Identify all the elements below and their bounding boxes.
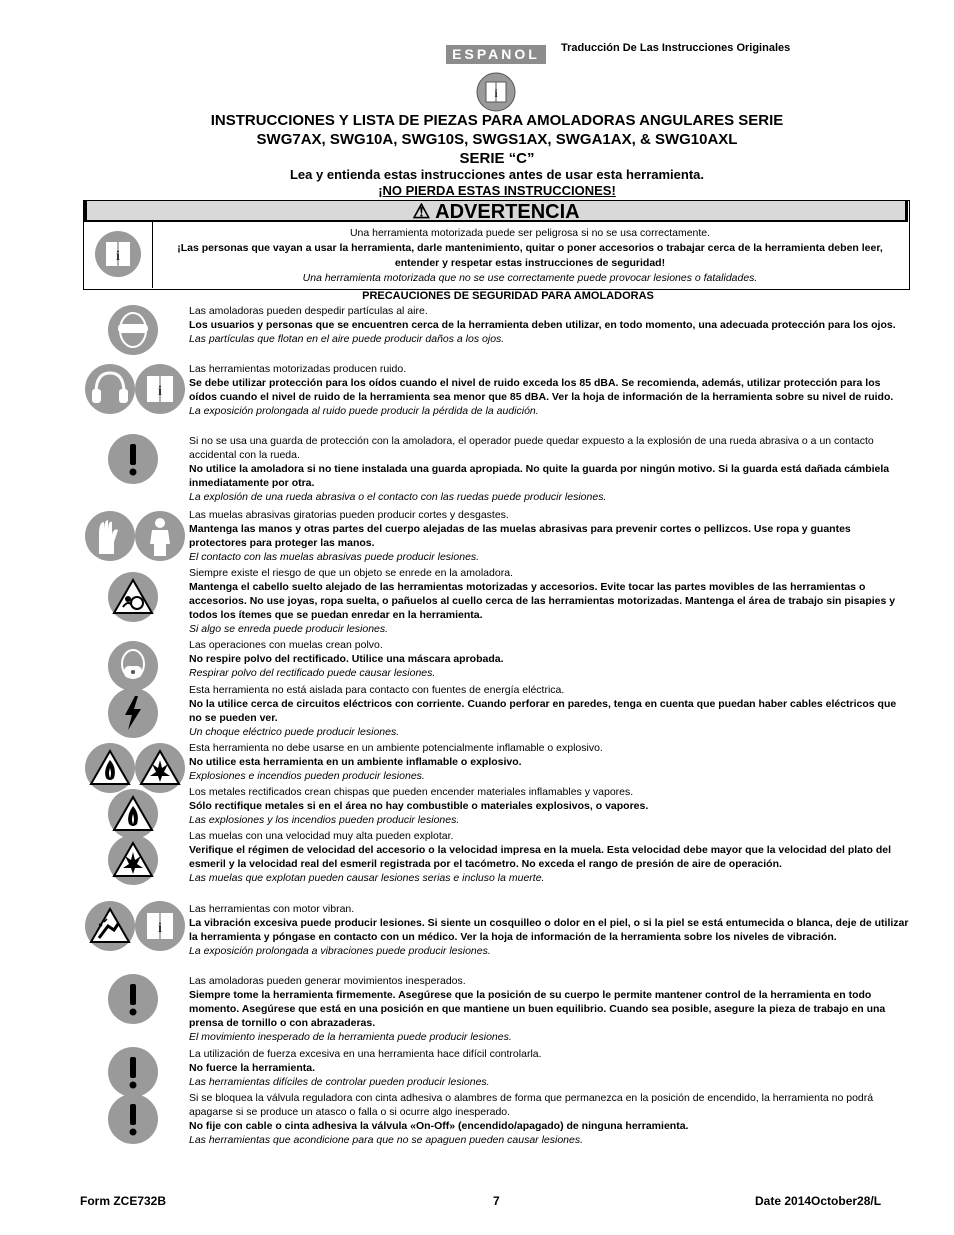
safety-section-movement bbox=[189, 974, 909, 1044]
warning-line1: Una herramienta motorizada puede ser peligrosa si no se usa correctamente. bbox=[349, 227, 711, 239]
section-consequence: La exposición prolongada al ruido puede producir la pérdida de la audición. bbox=[189, 405, 539, 417]
section-hazard: Siempre existe el riesgo de que un objeto se enrede en la amoladora. bbox=[189, 567, 513, 579]
section-hazard: Las operaciones con muelas crean polvo. bbox=[189, 639, 383, 651]
safety-section-dust bbox=[189, 638, 909, 680]
section-hazard: Esta herramienta no debe usarse en un ambiente potencialmente inflamable o explosivo. bbox=[189, 742, 603, 754]
read-manual-icon bbox=[134, 363, 186, 415]
section-consequence: Respirar polvo del rectificado puede causar lesiones. bbox=[189, 667, 436, 679]
warning-triangle-icon: ⚠ bbox=[412, 201, 431, 223]
warning-divider bbox=[152, 222, 153, 288]
precautions-title: PRECAUCIONES DE SEGURIDAD PARA AMOLADORAS bbox=[362, 290, 654, 302]
explosion-hazard-icon bbox=[107, 834, 159, 886]
section-instruction: Mantenga las manos y otras partes del cuerpo alejadas de las muelas abrasivas para prevenir cortes o pellizcos. Use ropa y guantes protectores para proteger las manos. bbox=[189, 523, 851, 549]
section-instruction: Sólo rectifique metales si en el área no hay combustible o materiales explosivos, o vapores. bbox=[189, 800, 649, 812]
section-consequence: La exposición prolongada a vibraciones puede producir lesiones. bbox=[189, 945, 491, 957]
general-warning-icon bbox=[107, 1046, 159, 1098]
general-warning-icon bbox=[107, 433, 159, 485]
section-instruction: La vibración excesiva puede producir lesiones. Si siente un cosquilleo o dolor en el piel, o si la piel se está entumecida o blanca, deje de utilizar la herramienta y póngase en contacto con un médico. Ver la hoja de información de la herramienta sobre los niveles de vibración. bbox=[189, 917, 909, 943]
page-number: 7 bbox=[493, 1194, 500, 1208]
read-manual-icon bbox=[134, 900, 186, 952]
svg-text:i: i bbox=[494, 86, 498, 100]
section-hazard: Las muelas con una velocidad muy alta pueden explotar. bbox=[189, 830, 454, 842]
section-hazard: Las amoladoras pueden despedir partículas al aire. bbox=[189, 305, 428, 317]
read-manual-icon bbox=[94, 230, 142, 278]
eye-protection-icon bbox=[107, 304, 159, 356]
gloves-icon bbox=[84, 510, 136, 562]
fire-hazard-icon bbox=[84, 742, 136, 794]
safety-section-cuts bbox=[189, 508, 909, 564]
safety-section-speed bbox=[189, 829, 909, 885]
explosion-hazard-icon bbox=[134, 742, 186, 794]
form-date: Date 2014October28/L bbox=[755, 1194, 882, 1208]
section-hazard: Las herramientas motorizadas producen ruido. bbox=[189, 363, 407, 375]
read-manual-icon bbox=[476, 72, 516, 112]
warning-text bbox=[156, 226, 904, 286]
section-instruction: Verifique el régimen de velocidad del accesorio o la velocidad impresa en la muela. Esta velocidad debe mayor que la velocidad del plato del esmeril y la velocidad real del esmeril registrada por el tacómetro. No exceda el rango de presión de aire de operación. bbox=[189, 844, 892, 870]
section-hazard: La utilización de fuerza excesiva en una herramienta hace difícil controlarla. bbox=[189, 1048, 542, 1060]
electric-shock-icon bbox=[107, 687, 159, 739]
safety-section-entanglement bbox=[189, 566, 909, 636]
section-instruction: No utilice la amoladora si no tiene instalada una guarda apropiada. No quite la guarda por ningún motivo. Si la guarda está dañada cámbiela inmediatamente por otra. bbox=[189, 463, 890, 489]
doc-title-line2: SWG7AX, SWG10A, SWG10S, SWGS1AX, SWGA1AX, & SWG10AXL bbox=[256, 131, 738, 148]
warning-heading bbox=[84, 201, 908, 222]
section-consequence: La explosión de una rueda abrasiva o el contacto con las ruedas puede producir lesiones. bbox=[189, 491, 607, 503]
section-hazard: Las amoladoras pueden generar movimientos inesperados. bbox=[189, 975, 466, 987]
section-consequence: Un choque eléctrico puede producir lesiones. bbox=[189, 726, 400, 738]
section-instruction: Se debe utilizar protección para los oídos cuando el nivel de ruido exceda los 85 dBA. Se recomienda, además, utilizar protección para los oídos cuando el nivel de ruido de la herramienta sea menor que 85 dBA. Ver la hoja de información de la herramienta sobre su nivel de ruido. bbox=[189, 377, 894, 403]
section-consequence: Si algo se enreda puede producir lesiones. bbox=[189, 623, 389, 635]
vibration-hazard-icon bbox=[84, 900, 136, 952]
keep-instructions-line: ¡NO PIERDA ESTAS INSTRUCCIONES! bbox=[378, 183, 616, 198]
fire-hazard-icon bbox=[107, 788, 159, 840]
doc-title-line1: INSTRUCCIONES Y LISTA DE PIEZAS PARA AMOLADORAS ANGULARES SERIE bbox=[210, 112, 784, 129]
section-instruction: No utilice esta herramienta en un ambiente inflamable o explosivo. bbox=[189, 756, 522, 768]
section-consequence: Explosiones e incendios pueden producir lesiones. bbox=[189, 770, 425, 782]
section-instruction: No respire polvo del rectificado. Utilice una máscara aprobada. bbox=[189, 653, 504, 665]
section-consequence: Las herramientas que acondicione para que no se apaguen pueden causar lesiones. bbox=[189, 1134, 584, 1146]
language-badge bbox=[446, 45, 546, 64]
warning-heading-text: ADVERTENCIA bbox=[435, 201, 580, 223]
svg-text:i: i bbox=[158, 384, 162, 399]
general-warning-icon bbox=[107, 973, 159, 1025]
safety-section-eye bbox=[189, 304, 909, 346]
form-number: Form ZCE732B bbox=[80, 1194, 167, 1208]
general-warning-icon bbox=[107, 1093, 159, 1145]
section-hazard: Si se bloquea la válvula reguladora con cinta adhesiva o alambres de forma que permanezca en la posición de encendido, la herramienta no podrá apagarse si se produce un atasco o falla o si ocurre algo inesperado. bbox=[189, 1092, 874, 1118]
section-instruction: No la utilice cerca de circuitos eléctricos con corriente. Cuando perforar en paredes, tenga en cuenta que puedan haber cables eléctricos que no se pueden ver. bbox=[189, 698, 897, 724]
ear-protection-icon bbox=[84, 363, 136, 415]
svg-text:i: i bbox=[158, 921, 162, 936]
safety-section-noise bbox=[189, 362, 909, 418]
warning-line2: ¡Las personas que vayan a usar la herramienta, darle mantenimiento, quitar o poner accesorios o trabajar cerca de la herramienta deben leer, entender y respetar estas instrucciones de seguridad! bbox=[177, 242, 883, 269]
respirator-icon bbox=[107, 640, 159, 692]
safety-section-flammable bbox=[189, 741, 909, 783]
read-instructions-line: Lea y entienda estas instrucciones antes de usar esta herramienta. bbox=[289, 167, 704, 182]
section-hazard: Las muelas abrasivas giratorias pueden producir cortes y desgastes. bbox=[189, 509, 509, 521]
svg-text:i: i bbox=[116, 249, 120, 264]
section-instruction: No fije con cable o cinta adhesiva la válvula «On-Off» (encendido/apagado) de ninguna herramienta. bbox=[189, 1120, 689, 1132]
section-instruction: No fuerce la herramienta. bbox=[189, 1062, 316, 1074]
safety-section-electric bbox=[189, 683, 909, 739]
section-consequence: Las explosiones y los incendios pueden producir lesiones. bbox=[189, 814, 460, 826]
section-consequence: El contacto con las muelas abrasivas puede producir lesiones. bbox=[189, 551, 480, 563]
section-consequence: Las partículas que flotan en el aire puede producir daños a los ojos. bbox=[189, 333, 505, 345]
section-hazard: Si no se usa una guarda de protección con la amoladora, el operador puede quedar expuesto a la explosión de una rueda abrasiva o a un contacto accidental con la rueda. bbox=[189, 435, 874, 461]
section-hazard: Los metales rectificados crean chispas que pueden encender materiales inflamables y vapores. bbox=[189, 786, 634, 798]
section-instruction: Los usuarios y personas que se encuentren cerca de la herramienta deben utilizar, en todo momento, una adecuada protección para los ojos. bbox=[189, 319, 896, 331]
safety-section-force bbox=[189, 1047, 909, 1089]
protective-clothing-icon bbox=[134, 510, 186, 562]
safety-section-throttle bbox=[189, 1091, 909, 1147]
section-hazard: Esta herramienta no está aislada para contacto con fuentes de energía eléctrica. bbox=[189, 684, 565, 696]
language-label: ESPANOL bbox=[452, 46, 540, 62]
section-hazard: Las herramientas con motor vibran. bbox=[189, 903, 355, 915]
warning-line3: Una herramienta motorizada que no se use correctamente puede provocar lesiones o fatalidades. bbox=[302, 272, 758, 284]
section-instruction: Siempre tome la herramienta firmemente. Asegúrese que la posición de su cuerpo le permite mantener control de la herramienta en todo momento. Asegúrese que está en una posición en que mantiene un buen equilibrio. Cuando sea posible, asegure la pieza de trabajo en una prensa de tornillo o con abrazaderas. bbox=[189, 989, 886, 1029]
section-consequence: El movimiento inesperado de la herramienta puede producir lesiones. bbox=[189, 1031, 512, 1043]
safety-section-sparks bbox=[189, 785, 909, 827]
translation-note: Traducción De Las Instrucciones Originales bbox=[561, 42, 791, 54]
section-consequence: Las muelas que explotan pueden causar lesiones serias e incluso la muerte. bbox=[189, 872, 545, 884]
safety-section-vibration bbox=[189, 902, 909, 958]
safety-section-guard bbox=[189, 434, 909, 504]
section-instruction: Mantenga el cabello suelto alejado de las herramientas motorizadas y accesorios. Evite tocar las partes movibles de las herramientas o accesorios. No use joyas, ropa suelta, o pañuelos al cuello cerca de las herramientas motorizadas. Mantenga el área de trabajo sin pisapies y todos los ítemes que se puedan enredar en la herramienta. bbox=[189, 581, 896, 621]
entanglement-hazard-icon bbox=[107, 571, 159, 623]
section-consequence: Las herramientas difíciles de controlar pueden producir lesiones. bbox=[189, 1076, 490, 1088]
doc-title-line3: SERIE “C” bbox=[459, 150, 535, 167]
